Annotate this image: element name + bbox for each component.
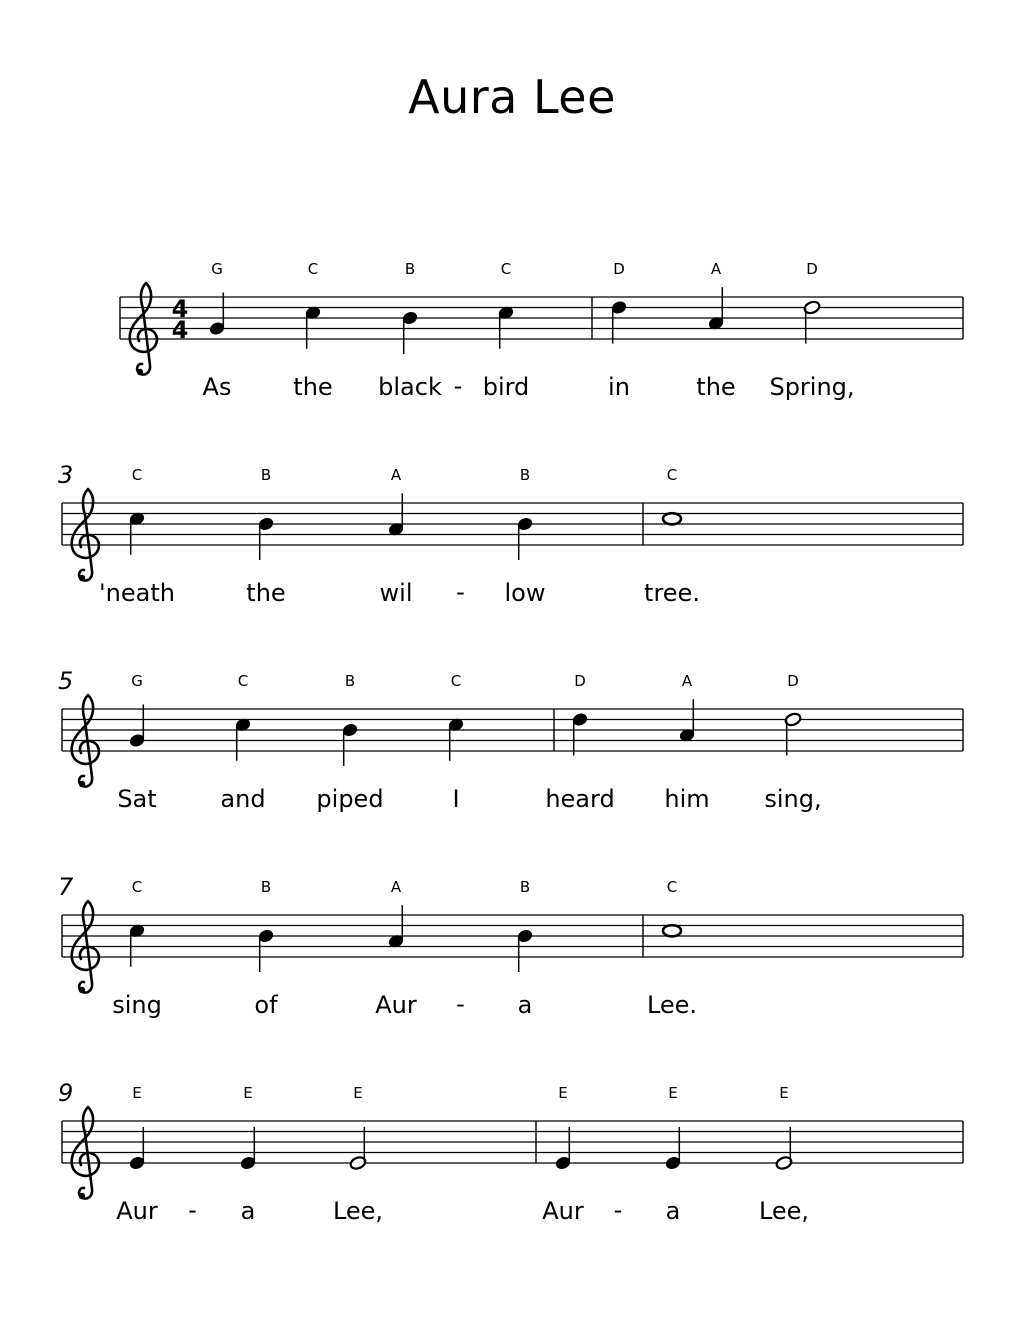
page-title: Aura Lee [408,70,616,124]
note-name-label: C [237,672,249,690]
lyric-syllable: tree. [644,579,700,607]
note-name-label: E [668,1084,678,1102]
time-signature-top: 4 [171,295,189,323]
note-name-label: D [574,672,586,690]
lyric-syllable: 'neath [99,579,175,607]
lyric-hyphen: - [456,578,465,606]
note-name-label: C [307,260,319,278]
lyric-syllable: As [202,373,232,401]
note-head-c [663,513,681,524]
lyric-syllable: sing, [764,785,822,813]
note-name-label: E [353,1084,363,1102]
note-name-label: D [613,260,625,278]
lyric-syllable: him [664,785,710,813]
lyric-syllable: wil [379,579,413,607]
note-name-label: C [450,672,462,690]
lyric-syllable: Lee, [758,1197,810,1225]
note-name-label: B [260,466,272,484]
lyric-syllable: a [240,1197,256,1225]
note-name-label: B [519,466,531,484]
note-name-label: E [779,1084,789,1102]
lyric-syllable: Aur [542,1197,584,1225]
note-name-label: B [344,672,356,690]
note-head-c [663,925,681,936]
lyric-syllable: Aur [375,991,417,1019]
note-name-label: A [710,260,722,278]
note-name-label: E [132,1084,142,1102]
lyric-syllable: black [378,373,442,401]
note-name-label: C [131,466,143,484]
note-name-label: C [666,878,678,896]
lyric-syllable: the [293,373,333,401]
note-name-label: A [390,878,402,896]
lyric-syllable: Spring, [769,373,855,401]
lyric-syllable: Aur [116,1197,158,1225]
note-name-label: B [260,878,272,896]
lyric-syllable: a [517,991,533,1019]
measure-number: 7 [58,873,74,901]
note-name-label: C [131,878,143,896]
lyric-syllable: low [504,579,546,607]
lyric-hyphen: - [453,372,463,400]
lyric-syllable: and [220,785,266,813]
note-name-label: E [243,1084,253,1102]
note-name-label: D [806,260,818,278]
lyric-hyphen: - [613,1196,623,1224]
lyric-syllable: heard [545,785,615,813]
note-name-label: B [404,260,416,278]
note-name-label: B [519,878,531,896]
lyric-syllable: Sat [117,785,157,813]
lyric-syllable: Lee. [646,991,698,1019]
lyric-syllable: Lee, [332,1197,384,1225]
note-name-label: G [211,260,223,278]
lyric-hyphen: - [188,1196,197,1224]
note-name-label: E [558,1084,568,1102]
note-name-label: C [500,260,512,278]
measure-number: 9 [58,1079,74,1107]
lyric-syllable: I [452,785,460,813]
lyric-hyphen: - [456,990,465,1018]
measure-number: 3 [58,461,74,489]
note-name-label: G [131,672,143,690]
time-signature-bottom: 4 [171,316,189,344]
measure-number: 5 [58,667,74,695]
lyric-syllable: sing [112,991,162,1019]
note-name-label: A [390,466,402,484]
lyric-syllable: in [608,373,630,401]
note-name-label: D [787,672,799,690]
lyric-syllable: the [246,579,286,607]
note-name-label: C [666,466,678,484]
lyric-syllable: the [696,373,736,401]
lyric-syllable: piped [316,785,384,813]
lyric-syllable: bird [482,373,530,401]
note-name-label: A [681,672,693,690]
lyric-syllable: of [254,991,278,1019]
lyric-syllable: a [665,1197,681,1225]
